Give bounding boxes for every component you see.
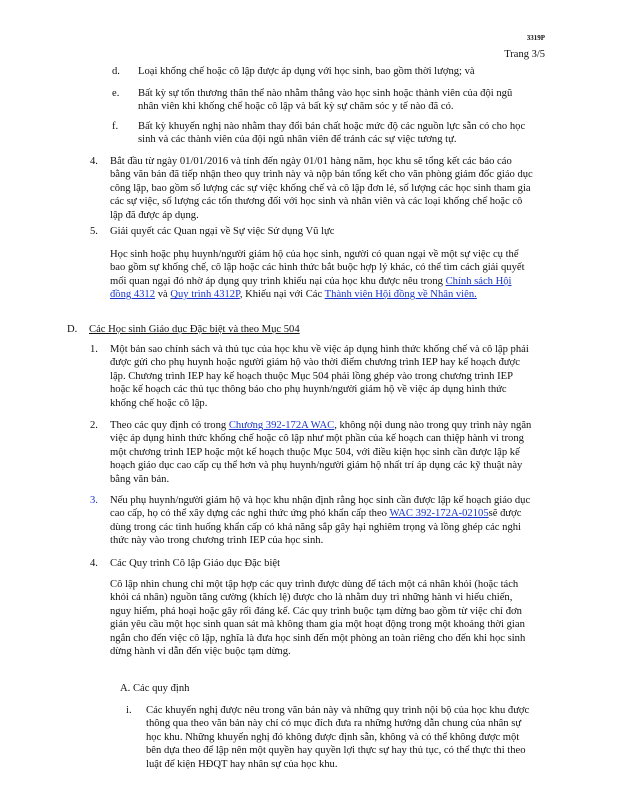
- paragraph-text: Học sinh hoặc phụ huynh/người giám hộ của học sinh, người có quan ngại về một sự việc cụ thể bao gồm sự khống chế, cô lập hoặc các hình thức bắt buộc hợp lý khác, có thể tìm cách giải quyết mối quan ngại đó nhờ áp dụng quy trình khiếu nại của học khu được nêu trong: [110, 249, 525, 287]
- recommendations-item: Các khuyến nghị được nêu trong văn bản này và những quy trình nội bộ của học khu được thông qua theo văn bản này chỉ có mục đích đưa ra những hướng dẫn chung của nhân sự học khu. Những khuyến nghị đó không được định sẵn, không và có thể không được một bên dựa theo để lập nên một quyền hay quyền lợi thực sự hay thủ tục, có thể thực thi theo luật để kiện HĐQT hay nhân sự của học khu.: [146, 705, 530, 770]
- report-summary-item: Bắt đầu từ ngày 01/01/2016 và tính đến ngày 01/01 hàng năm, học khu sẽ tổng kết các báo cáo bằng văn bản đã tiếp nhận theo quy trình này và nộp bản tổng kết cho văn phòng giám đốc giáo dục công lập, bao gồm số lượng các sự việc khống chế và cô lập đơn lẻ, số lượng các học sinh tham gia các sự việc, số lượng các tổn thương đối với học sinh và nhân viên và các loại khống chế hoặc cô lập đã được áp dụng.: [110, 156, 533, 221]
- list-item-d: Loại khống chế hoặc cô lập được áp dụng với học sinh, bao gồm thời lượng; và: [138, 66, 475, 77]
- list-marker: 2.: [90, 420, 98, 431]
- list-marker: d.: [112, 66, 120, 77]
- paragraph-text: Theo các quy định có trong: [110, 420, 227, 431]
- list-marker: 4.: [90, 558, 98, 569]
- paragraph-text: , không nội dung nào trong quy trình này ngăn việc áp dụng hình thức khống chế hoặc cô lập như một phần của kế hoạch can thiệp hành vi trong một chương trình IEP hoặc một kế hoạch thuộc Mục 504, với điều kiện học sinh cần được lập kế hoạch giáo dục cao cấp cụ thể hơn và phụ huynh/người giám hộ nhất trí áp dụng các kỹ thuật này bằng văn bản.: [110, 420, 532, 485]
- iep-copy-item: Một bản sao chính sách và thủ tục của học khu về việc áp dụng hình thức khống chế và cô lập phải được gửi cho phụ huynh hoặc người giám hộ vào thời điểm chương trình IEP hay kế hoạch được lập. Chương trình IEP hay kế hoạch thuộc Mục 504 phải lồng ghép vào trong chương trình IEP hoặc kế hoạch các thủ tục thông báo cho phụ huynh/người giám hộ về việc áp dụng hình thức khống chế hoặc cô lập.: [110, 344, 529, 409]
- paragraph-text: và: [157, 289, 168, 301]
- wac-392-172a-02105-link[interactable]: WAC 392-172A-02105: [389, 508, 489, 520]
- list-item-e: Bất kỳ sự tổn thương thân thể nào nhằm thẳng vào học sinh hoặc thành viên của đội ngũ nhân viên khi khống chế hoặc cô lập và bất kỳ sự chăm sóc y tế nào đã có.: [138, 88, 513, 113]
- section-marker: D.: [67, 324, 78, 335]
- section-heading: Các Quy trình Cô lập Giáo dục Đặc biệt: [110, 558, 281, 569]
- list-marker: 3.: [90, 495, 98, 506]
- list-marker: e.: [112, 88, 120, 99]
- document-code: 3319P: [526, 34, 545, 42]
- emergency-protocol-item: [110, 494, 534, 548]
- concerns-paragraph: [110, 248, 534, 302]
- list-marker: 5.: [90, 226, 98, 237]
- page-number: Trang 3/5: [504, 49, 545, 60]
- list-item-f: Bất kỳ khuyến nghị nào nhằm thay đổi bản chất hoặc mức độ các nguồn lực sẵn có cho học sinh và các thành viên của đội ngũ nhân viên để tránh các sự việc tương tự.: [138, 121, 526, 146]
- procedure-4312p-link[interactable]: Quy trình 4312P: [170, 289, 240, 301]
- staff-complaints-link[interactable]: Thành viên Hội đồng về Nhân viên.: [324, 289, 477, 301]
- paragraph-text: , Khiếu nại với Các: [239, 289, 323, 301]
- wac-392-172a-link[interactable]: Chương 392-172A WAC: [228, 420, 335, 431]
- list-marker: 4.: [90, 156, 98, 167]
- paragraph-text: sẽ được dùng trong các tình huống khẩn cấp có khả năng sắp gây hại nghiêm trọng và lồng ghép các nghi thức này vào trong chương trình IEP của học sinh.: [110, 508, 522, 547]
- paragraph-text: Nếu phụ huynh/người giám hộ và học khu nhận định rằng học sinh cần được lập kế hoạch giáo dục cao cấp, họ có thể xây dựng các nghi thức ứng phó khẩn cấp theo: [110, 495, 531, 520]
- subsection-label: A. Các quy định: [120, 683, 190, 694]
- section-heading: Giải quyết các Quan ngại về Sự việc Sử dụng Vũ lực: [110, 226, 335, 237]
- list-marker: f.: [112, 121, 119, 132]
- section-title: Các Học sinh Giáo dục Đặc biệt và theo Mục 504: [89, 324, 300, 335]
- isolation-paragraph: Cô lập nhìn chung chỉ một tập hợp các quy trình được dùng để tách một cá nhân khỏi (hoặc tách khỏi cá nhân) nguồn tăng cường (khích lệ) được cho là nhằm duy trì những hành vi hiếu chiến, nguy hiểm, phá hoại hoặc gây rối đáng kể. Các quy trình buộc tạm dừng bao gồm từ việc chỉ đơn giản yêu cầu một học sinh quan sát mà không tham gia một hoạt động trong một khoảng thời gian ngắn cho đến việc cô lập, nghĩa là đưa học sinh đến một phòng an toàn riêng cho đến khi học sinh dừng hành vi dẫn đến việc buộc tạm dừng.: [110, 579, 526, 658]
- wac-chapter-item: [110, 419, 534, 486]
- list-marker: i.: [126, 705, 132, 716]
- policy-4312-link[interactable]: Chính sách Hội đồng 4312: [110, 275, 512, 301]
- list-marker: 1.: [90, 344, 98, 355]
